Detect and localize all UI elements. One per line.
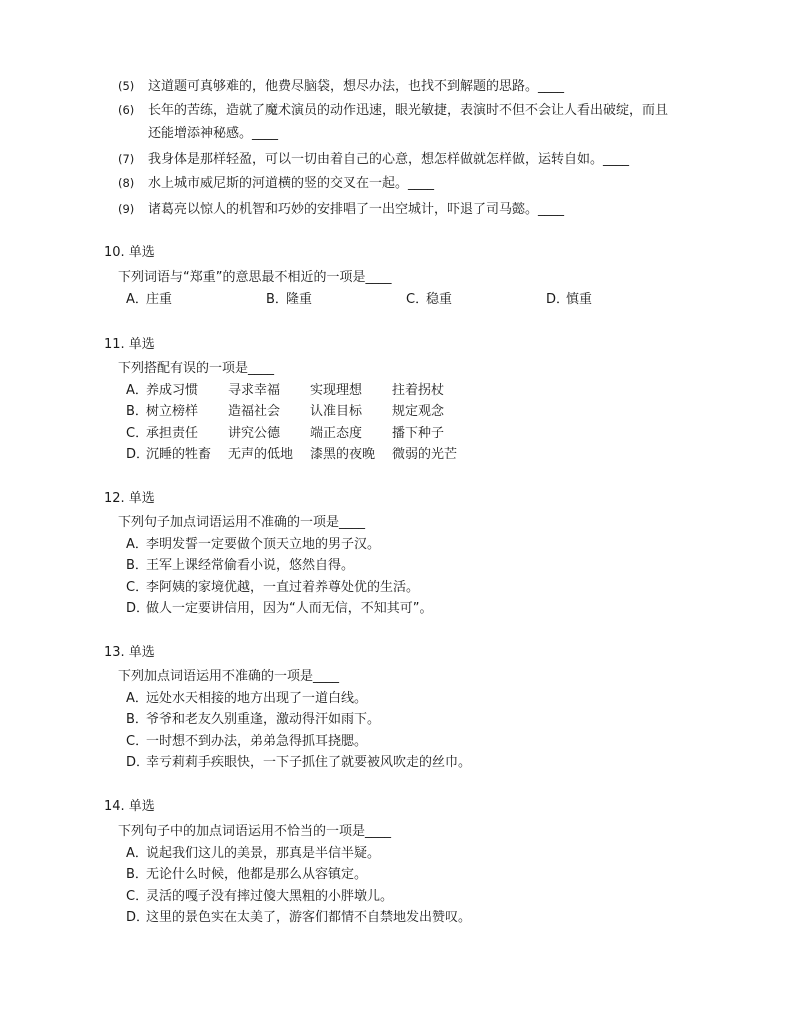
question-12-option-b[interactable]: B．王军上课经常偷看小说，悠然自得。 bbox=[126, 558, 355, 573]
question-10-option-b[interactable]: B．隆重 bbox=[266, 292, 313, 307]
question-12-option-a[interactable]: A．李明发誓一定要做个顶天立地的男子汉。 bbox=[126, 537, 381, 552]
option-letter: A． bbox=[126, 383, 148, 398]
question-10-stem: 下列词语与“郑重”的意思最不相近的一项是____ bbox=[118, 270, 392, 285]
question-14-option-c[interactable]: C．灵活的嘎子没有摔过傻大黑粗的小胖墩儿。 bbox=[126, 889, 394, 904]
question-13-option-b[interactable]: B．爷爷和老友久别重逢，激动得汗如雨下。 bbox=[126, 712, 381, 727]
question-11-heading: 11. 单选 bbox=[104, 337, 155, 352]
question-14-option-b[interactable]: B．无论什么时候，他都是那么从容镇定。 bbox=[126, 867, 368, 882]
option-letter: C． bbox=[126, 426, 149, 441]
question-12-option-c[interactable]: C．李阿姨的家境优越，一直过着养尊处优的生活。 bbox=[126, 580, 420, 595]
question-10-option-a[interactable]: A．庄重 bbox=[126, 292, 173, 307]
subitem-number: (5) bbox=[118, 79, 135, 93]
question-12-heading: 12. 单选 bbox=[104, 491, 155, 506]
question-13-option-a[interactable]: A．远处水天相接的地方出现了一道白线。 bbox=[126, 691, 368, 706]
word-cell: 无声的低地 bbox=[228, 447, 294, 462]
word-cell: 认准目标 bbox=[310, 404, 363, 419]
question-13-stem: 下列加点词语运用不准确的一项是____ bbox=[118, 669, 340, 684]
subitem-number: (7) bbox=[118, 152, 135, 166]
word-cell: 承担责任 bbox=[146, 426, 199, 441]
subitem-9 bbox=[118, 199, 564, 220]
word-cell: 寻求幸福 bbox=[228, 383, 281, 398]
question-10-heading: 10. 单选 bbox=[104, 245, 155, 260]
subitem-7 bbox=[118, 149, 629, 170]
subitem-text: 长年的苦练，造就了魔术演员的动作迅速，眼光敏捷，表演时不但不会让人看出破绽，而且 bbox=[148, 103, 669, 118]
question-10-option-d[interactable]: D．慎重 bbox=[546, 292, 593, 307]
word-cell: 树立榜样 bbox=[146, 404, 199, 419]
subitem-number: (9) bbox=[118, 202, 135, 216]
word-cell: 造福社会 bbox=[228, 404, 281, 419]
subitem-6-continuation: 还能增添神秘感。____ bbox=[148, 126, 279, 141]
subitem-8 bbox=[118, 173, 434, 194]
question-13-heading: 13. 单选 bbox=[104, 645, 155, 660]
word-cell: 规定观念 bbox=[392, 404, 445, 419]
question-14-heading: 14. 单选 bbox=[104, 799, 155, 814]
question-12-option-d[interactable]: D．做人一定要讲信用，因为“人而无信，不知其可”。 bbox=[126, 601, 433, 616]
subitem-text: 诸葛亮以惊人的机智和巧妙的安排唱了一出空城计，吓退了司马懿。____ bbox=[148, 202, 565, 217]
question-14-option-a[interactable]: A．说起我们这儿的美景，那真是半信半疑。 bbox=[126, 846, 381, 861]
subitem-number: (6) bbox=[118, 103, 135, 117]
word-cell: 微弱的光芒 bbox=[392, 447, 458, 462]
question-13-option-d[interactable]: D．幸亏莉莉手疾眼快，一下子抓住了就要被风吹走的丝巾。 bbox=[126, 755, 472, 770]
subitem-5 bbox=[118, 76, 564, 97]
subitem-text: 水上城市威尼斯的河道横的竖的交叉在一起。____ bbox=[148, 176, 435, 191]
word-cell: 沉睡的牲畜 bbox=[146, 447, 212, 462]
question-14-option-d[interactable]: D．这里的景色实在太美了，游客们都情不自禁地发出赞叹。 bbox=[126, 910, 472, 925]
subitem-6 bbox=[118, 100, 668, 121]
question-14-stem: 下列句子中的加点词语运用不恰当的一项是____ bbox=[118, 824, 392, 839]
option-letter: D． bbox=[126, 447, 150, 462]
word-cell: 漆黑的夜晚 bbox=[310, 447, 376, 462]
question-12-stem: 下列句子加点词语运用不准确的一项是____ bbox=[118, 515, 366, 530]
option-letter: B． bbox=[126, 404, 148, 419]
word-cell: 实现理想 bbox=[310, 383, 363, 398]
word-cell: 端正态度 bbox=[310, 426, 363, 441]
word-cell: 拄着拐杖 bbox=[392, 383, 445, 398]
word-cell: 养成习惯 bbox=[146, 383, 199, 398]
subitem-number: (8) bbox=[118, 176, 135, 190]
subitem-text: 这道题可真够难的，他费尽脑袋，想尽办法，也找不到解题的思路。____ bbox=[148, 79, 565, 94]
question-10-option-c[interactable]: C．稳重 bbox=[406, 292, 453, 307]
word-cell: 播下种子 bbox=[392, 426, 445, 441]
question-13-option-c[interactable]: C．一时想不到办法，弟弟急得抓耳挠腮。 bbox=[126, 734, 368, 749]
word-cell: 讲究公德 bbox=[228, 426, 281, 441]
question-11-stem: 下列搭配有误的一项是____ bbox=[118, 361, 275, 376]
subitem-text: 我身体是那样轻盈，可以一切由着自己的心意，想怎样做就怎样做，运转自如。____ bbox=[148, 152, 630, 167]
